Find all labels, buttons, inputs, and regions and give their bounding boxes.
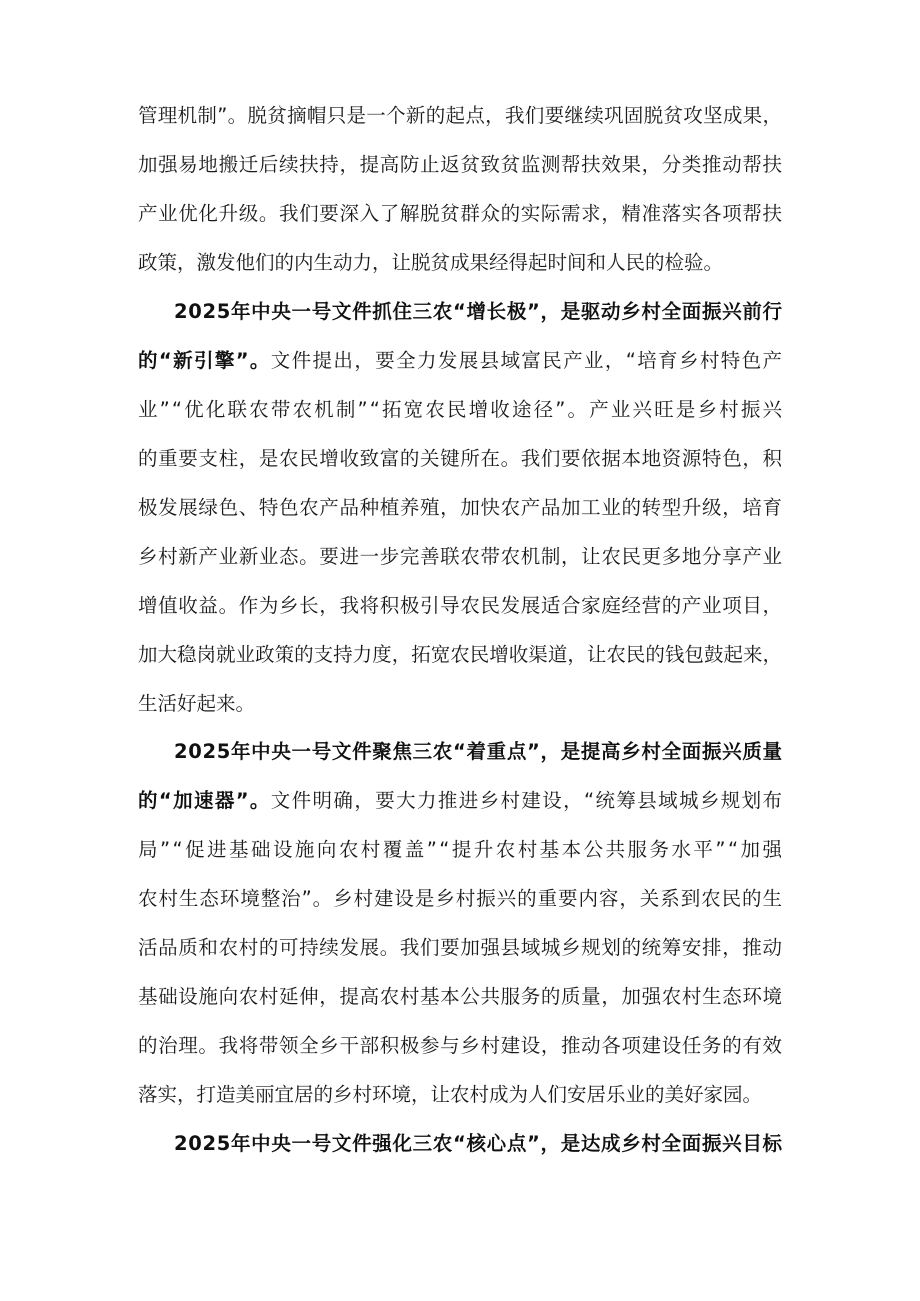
body-text: 业”“优化联农带农机制”“拓宽农民增收途径”。产业兴旺是乡村振兴: [138, 398, 785, 421]
paragraph-line: [138, 983, 783, 1011]
body-text: 农村生态环境整治”。乡村建设是乡村振兴的重要内容，关系到农民的生: [138, 887, 783, 910]
paragraph-line: [138, 934, 783, 962]
body-text: 极发展绿色、特色农产品种植养殖，加快农产品加工业的转型升级，培育: [138, 496, 783, 519]
body-text: 文件提出，要全力发展县域富民产业，“培育乡村特色产: [270, 349, 784, 372]
body-text: 政策，激发他们的内生动力，让脱贫成果经得起时间和人民的检验。: [138, 251, 724, 274]
paragraph-line: [138, 494, 783, 522]
body-text: 乡村新产业新业态。要进一步完善联农带农机制，让农民更多地分享产业: [138, 545, 783, 568]
paragraph-line: [138, 151, 783, 179]
bold-heading-text: 2025年中央一号文件强化三农“核心点”，是达成乡村全面振兴目标: [174, 1132, 783, 1155]
bold-heading-text: 的“加速器”。: [138, 789, 271, 812]
paragraph-line: [138, 592, 783, 620]
paragraph-line: [174, 298, 783, 326]
body-text: 加大稳岗就业政策的支持力度，拓宽农民增收渠道，让农民的钱包鼓起来，: [138, 643, 782, 666]
body-text: 基础设施向农村延伸，提高农村基本公共服务的质量，加强农村生态环境: [138, 985, 783, 1008]
body-text: 活品质和农村的可持续发展。我们要加强县域城乡规划的统筹安排，推动: [138, 936, 783, 959]
bold-heading-text: 的“新引擎”。: [138, 349, 271, 372]
paragraph-line: [138, 249, 723, 277]
body-text: 的治理。我将带领全乡干部积极参与乡村建设，推动各项建设任务的有效: [138, 1034, 783, 1057]
body-text: 加强易地搬迁后续扶持，提高防止返贫致贫监测帮扶效果，分类推动帮扶: [138, 153, 783, 176]
paragraph-line: [138, 200, 783, 228]
paragraph-line: [138, 787, 783, 815]
paragraph-line: [138, 641, 782, 669]
paragraph-line: [138, 836, 784, 864]
paragraph-line: [138, 1032, 783, 1060]
paragraph-line: [138, 445, 783, 473]
bold-heading-text: 2025年中央一号文件聚焦三农“着重点”，是提高乡村全面振兴质量: [174, 740, 783, 763]
body-text: 落实，打造美丽宜居的乡村环境，让农村成为人们安居乐业的美好家园。: [138, 1083, 763, 1106]
body-text: 增值收益。作为乡长，我将积极引导农民发展适合家庭经营的产业项目，: [138, 594, 783, 617]
paragraph-line: [138, 396, 784, 424]
paragraph-line: [138, 347, 783, 375]
paragraph-line: [174, 1130, 783, 1158]
paragraph-line: [138, 690, 255, 718]
paragraph-line: [138, 102, 782, 130]
paragraph-line: [174, 738, 783, 766]
body-text: 管理机制”。脱贫摘帽只是一个新的起点，我们要继续巩固脱贫攻坚成果，: [138, 104, 783, 127]
body-text: 文件明确，要大力推进乡村建设，“统筹县域城乡规划布: [270, 789, 784, 812]
body-text: 产业优化升级。我们要深入了解脱贫群众的实际需求，精准落实各项帮扶: [138, 202, 783, 225]
paragraph-line: [138, 543, 783, 571]
body-text: 局”“促进基础设施向农村覆盖”“提升农村基本公共服务水平”“加强: [138, 838, 785, 861]
paragraph-line: [138, 885, 783, 913]
body-text: 生活好起来。: [138, 692, 256, 715]
paragraph-line: [138, 1081, 762, 1109]
body-text: 的重要支柱，是农民增收致富的关键所在。我们要依据本地资源特色，积: [138, 447, 783, 470]
bold-heading-text: 2025年中央一号文件抓住三农“增长极”，是驱动乡村全面振兴前行: [174, 300, 783, 323]
